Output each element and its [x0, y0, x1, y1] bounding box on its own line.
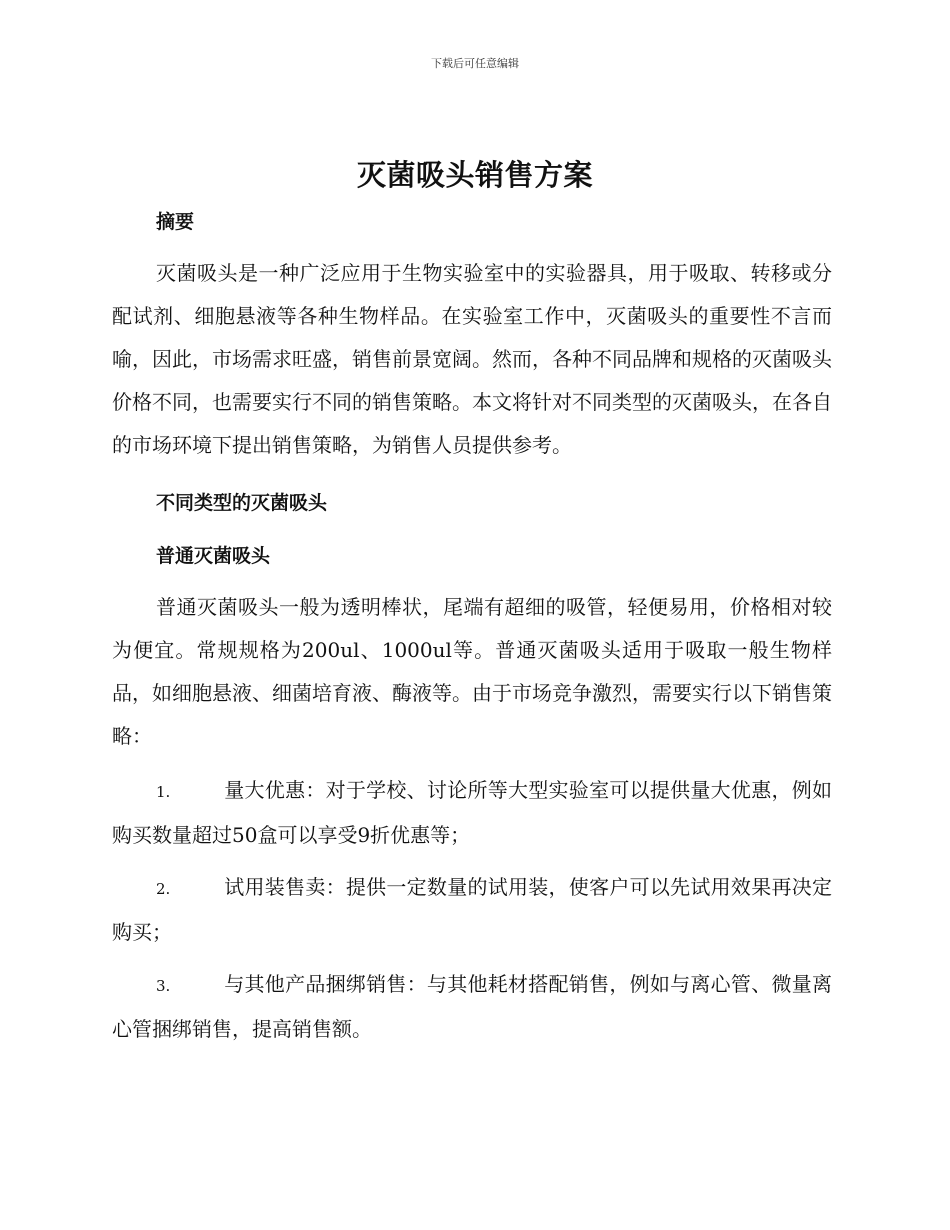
page-header: 下载后可任意编辑 — [431, 57, 519, 70]
document-title: 灭菌吸头销售方案 — [356, 158, 593, 192]
list-item — [112, 963, 832, 1051]
subsection-heading: 普通灭菌吸头 — [156, 545, 271, 567]
list-item — [112, 769, 832, 857]
list-item-number: 2. — [156, 880, 171, 898]
list-item — [112, 866, 832, 954]
list-item-text: 量大优惠：对于学校、讨论所等大型实验室可以提供量大优惠，例如购买数量超过50盒可以享受9折优惠等； — [112, 778, 832, 847]
list-item-text: 与其他产品捆绑销售：与其他耗材搭配销售，例如与离心管、微量离心管捆绑销售，提高销售额。 — [112, 972, 832, 1041]
abstract-paragraph: 灭菌吸头是一种广泛应用于生物实验室中的实验器具，用于吸取、转移或分配试剂、细胞悬液等各种生物样品。在实验室工作中，灭菌吸头的重要性不言而喻，因此，市场需求旺盛，销售前景宽阔。然而，各种不同品牌和规格的灭菌吸头价格不同，也需要实行不同的销售策略。本文将针对不同类型的灭菌吸头，在各自的市场环境下提出销售策略，为销售人员提供参考。 — [112, 261, 832, 457]
list-item-number: 1. — [156, 783, 171, 801]
list-item-number: 3. — [156, 977, 171, 995]
section-heading: 不同类型的灭菌吸头 — [156, 492, 328, 514]
abstract-heading: 摘要 — [156, 211, 195, 233]
subsection-paragraph: 普通灭菌吸头一般为透明棒状，尾端有超细的吸管，轻便易用，价格相对较为便宜。常规规格为200ul、1000ul等。普通灭菌吸头适用于吸取一般生物样品，如细胞悬液、细菌培育液、酶液等。由于市场竞争激烈，需要实行以下销售策略： — [112, 595, 832, 748]
list-item-text: 试用装售卖：提供一定数量的试用装，使客户可以先试用效果再决定购买； — [112, 875, 832, 944]
